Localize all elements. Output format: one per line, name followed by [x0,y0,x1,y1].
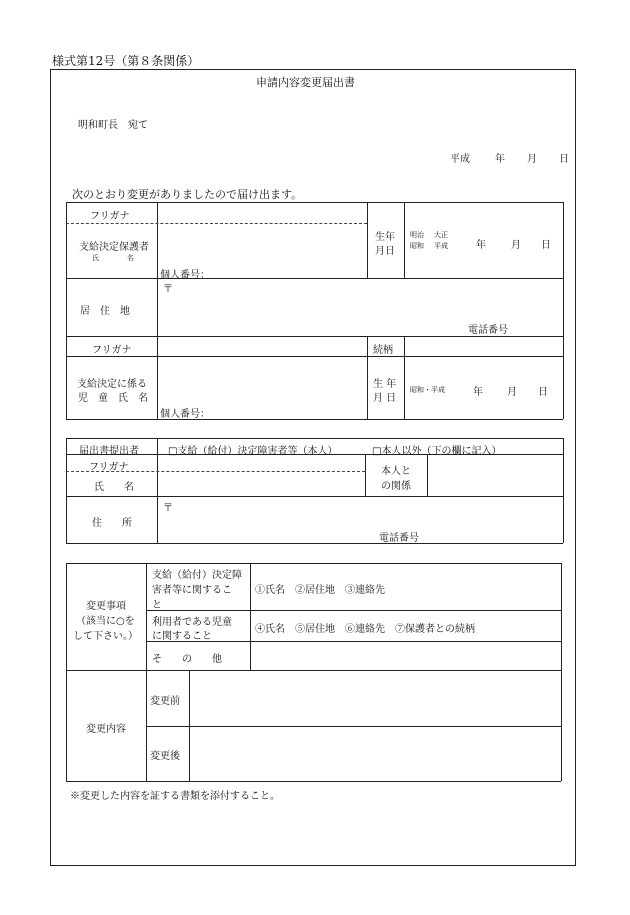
submitter-label: 届出書提出者 [79,446,139,457]
option-other-checkbox[interactable]: □本人以外（下の欄に記入） [372,446,502,457]
submitter-name-label: 氏 名 [94,482,134,493]
footer-note: ※変更した内容を証する書類を添付すること。 [70,791,280,802]
date-day: 日 [559,154,569,165]
other-label: そ の 他 [152,654,222,665]
birth-day: 日 [541,240,551,251]
category1-label-3: と [152,600,162,611]
child-birth-year: 年 [473,387,483,398]
guardian-name-label-2: 氏 名 [92,254,134,262]
submitter-address-label: 住 所 [92,518,132,529]
change-content-label: 変更内容 [86,724,126,735]
change-items-label-2: （該当に○を [76,616,135,627]
before-label: 変更前 [150,696,180,707]
option-self-checkbox[interactable]: □支給（給付）決定障害者等（本人） [168,446,338,457]
date-era: 平成 [450,154,470,165]
after-label: 変更後 [150,751,180,762]
form-number: 様式第12号（第８条関係） [52,54,200,68]
personal-number-label: 個人番号： [160,270,210,281]
era-heisei: 平成 [434,242,448,250]
child-birth-day: 日 [538,387,548,398]
child-name-label-2: 児 童 氏 名 [78,393,148,404]
era-showa: 昭和 [410,242,424,250]
submitter-postal-mark: 〒 [163,503,173,514]
child-birth-month: 月 [507,387,517,398]
form-title: 申請内容変更届出書 [256,76,355,89]
child-name-label: 支給決定に係る [77,379,147,390]
category2-options[interactable]: ④氏名 ⑤居住地 ⑥連絡先 ⑦保護者との続柄 [255,624,475,635]
postal-mark: 〒 [163,284,173,295]
era-taisho: 大正 [434,231,448,239]
child-birth-label: 生 年 [373,379,397,390]
child-personal-number-label: 個人番号： [160,409,210,420]
address-label: 居 住 地 [80,306,130,317]
furigana-label: フリガナ [90,211,130,222]
addressee: 明和町長 宛て [78,120,148,131]
relation-label: 続柄 [373,345,393,356]
change-items-label-3: して下さい。） [73,631,138,642]
category1-options[interactable]: ①氏名 ②居住地 ③連絡先 [255,585,385,596]
submitter-phone-label: 電話番号 [379,533,419,544]
birth-month: 月 [511,240,521,251]
child-birth-label-2: 月 日 [373,393,397,404]
category2-label: 利用者である児童 [152,617,232,628]
category1-label: 支給（給付）決定障 [152,570,242,581]
phone-label: 電話番号 [468,325,508,336]
birth-label: 生年 [375,232,395,243]
category2-label-2: に関すること [152,631,212,642]
era-showa-heisei: 昭和・平成 [410,386,445,394]
birth-year: 年 [476,240,486,251]
change-items-label: 変更事項 [86,601,126,612]
date-year: 年 [495,154,505,165]
intro-text: 次のとおり変更がありましたので届け出ます。 [72,188,303,201]
birth-label-2: 月日 [375,246,395,257]
era-meiji: 明治 [410,231,424,239]
date-month: 月 [527,154,537,165]
guardian-name-label: 支給決定保護者 [79,242,149,253]
submitter-furigana-label: フリガナ [89,462,129,473]
relation-to-self-label-2: の関係 [381,481,411,492]
child-furigana-label: フリガナ [92,345,132,356]
category1-label-2: 害者等に関するこ [152,585,232,596]
relation-to-self-label: 本人と [381,466,411,477]
